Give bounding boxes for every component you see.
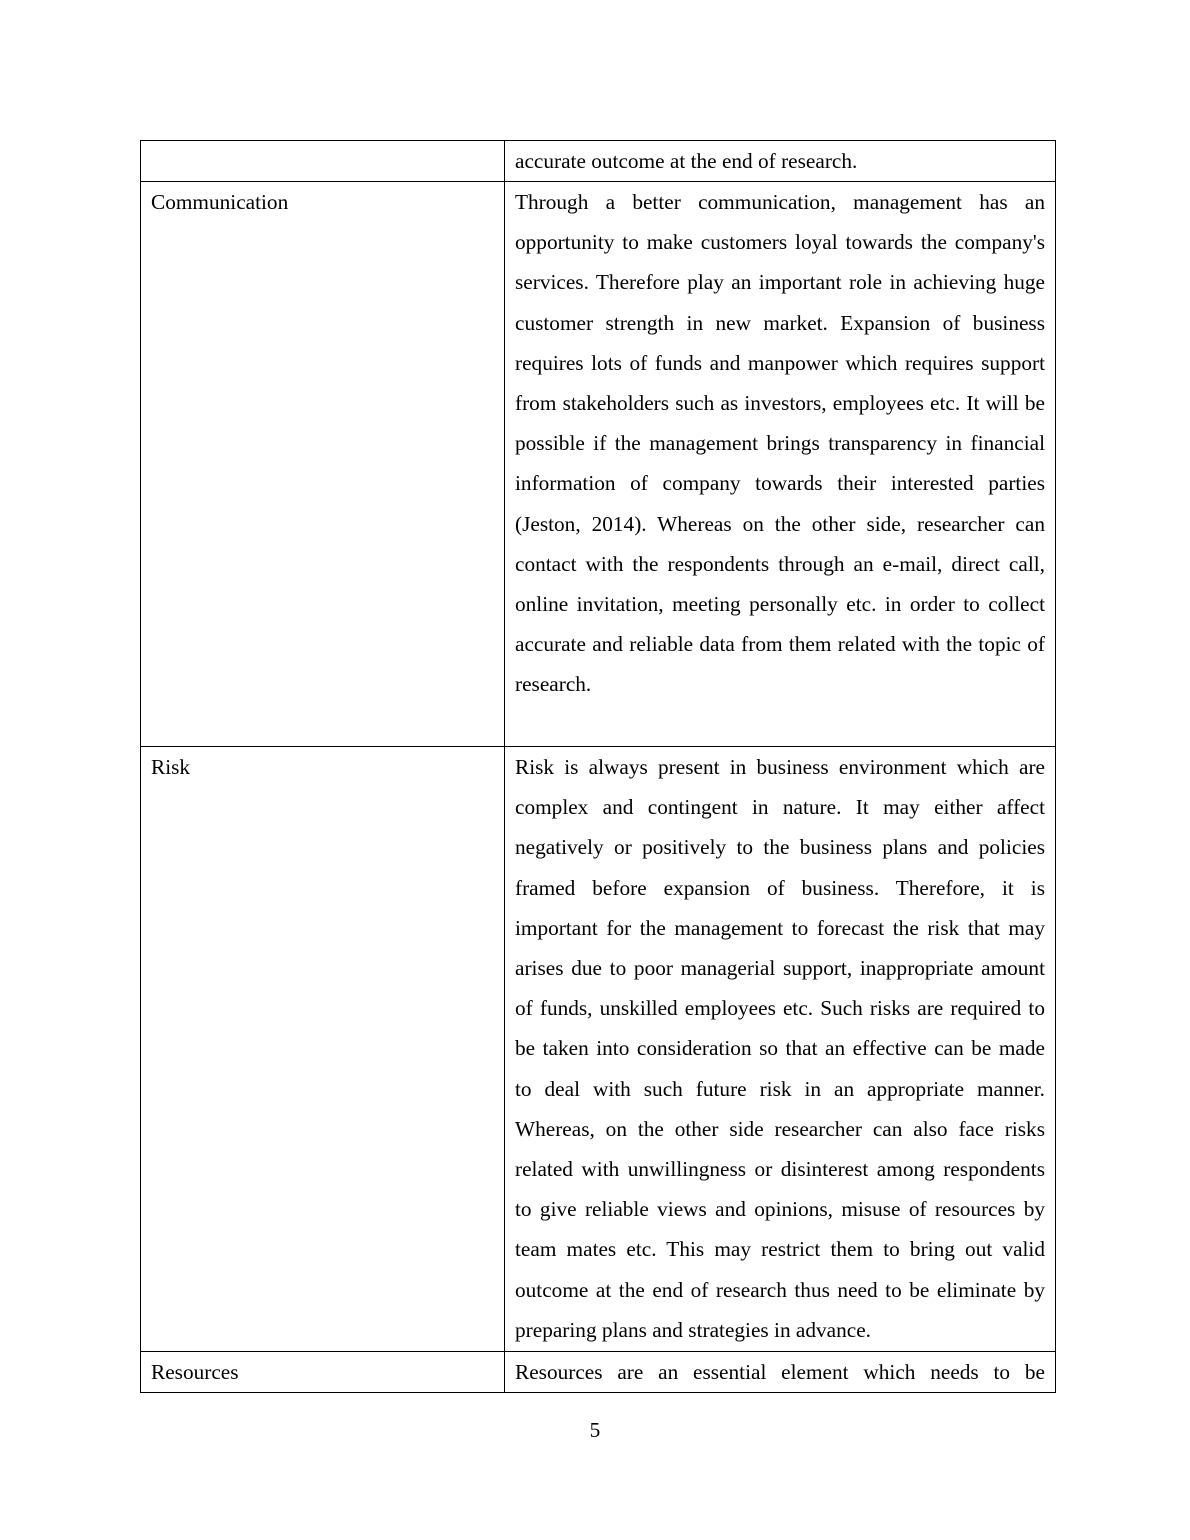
row-label <box>151 141 494 181</box>
page-number: 5 <box>589 1418 601 1442</box>
table-text-cell <box>505 747 1056 1352</box>
table-row <box>141 141 1056 182</box>
row-label-risk: Risk <box>151 755 191 779</box>
table-row <box>141 1352 1056 1393</box>
table-label-cell <box>141 141 505 182</box>
table-row <box>141 747 1056 1352</box>
row-text: accurate outcome at the end of research. <box>515 149 858 173</box>
row-text-risk: Risk is always present in business environment which are complex and contingent in nature. It may either affect negatively or positively to the business plans and policies framed before expansion of business. Therefore, it is important for the management to forecast the risk that may arises due to poor managerial support, inappropriate amount of funds, unskilled employees etc. Such risks are required to be taken into consideration so that an effective can be made to deal with such future risk in an appropriate manner. Whereas, on the other side researcher can also face risks related with unwillingness or disinterest among respondents to give reliable views and opinions, misuse of resources by team mates etc. This may restrict them to bring out valid outcome at the end of research thus need to be eliminate by preparing plans and strategies in advance. <box>515 755 1045 1342</box>
table-row <box>141 182 1056 747</box>
table-label-cell <box>141 182 505 747</box>
row-label-resources: Resources <box>151 1360 239 1384</box>
row-text-resources: Resources are an essential element which needs to be <box>515 1360 1045 1384</box>
row-label-communication: Communication <box>151 190 289 214</box>
table-text-cell <box>505 1352 1056 1393</box>
table-text-cell <box>505 141 1056 182</box>
content-table <box>140 140 1056 1393</box>
table-label-cell <box>141 747 505 1352</box>
table-text-cell <box>505 182 1056 747</box>
row-text-communication: Through a better communication, management has an opportunity to make customers loyal towards the company's services. Therefore play an important role in achieving huge customer strength in new market. Expansion of business requires lots of funds and manpower which requires support from stakeholders such as investors, employees etc. It will be possible if the management brings transparency in financial information of company towards their interested parties (Jeston, 2014). Whereas on the other side, researcher can contact with the respondents through an e-mail, direct call, online invitation, meeting personally etc. in order to collect accurate and reliable data from them related with the topic of research. <box>515 190 1045 697</box>
table-label-cell <box>141 1352 505 1393</box>
